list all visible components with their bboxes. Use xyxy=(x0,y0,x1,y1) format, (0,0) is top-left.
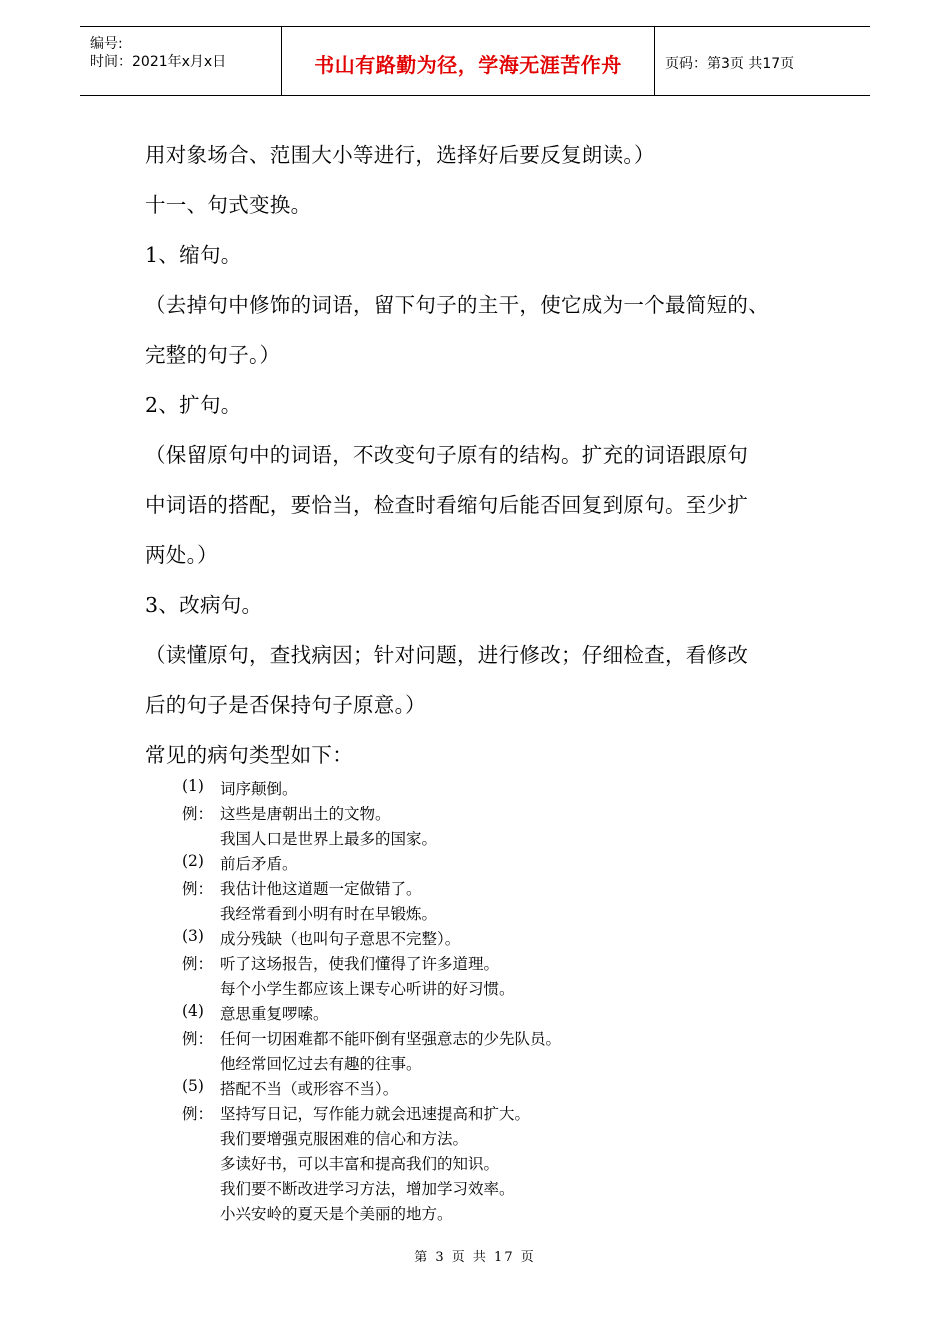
page-header xyxy=(80,26,870,96)
body-line: 用对象场合、范围大小等进行，选择好后要反复朗读。） xyxy=(145,143,655,167)
list-item-text: 我经常看到小明有时在早锻炼。 xyxy=(220,905,438,923)
list-item-text: 坚持写日记，写作能力就会迅速提高和扩大。 xyxy=(220,1105,531,1123)
body-line: （去掉句中修饰的词语，留下句子的主干，使它成为一个最简短的、 xyxy=(145,293,769,317)
list-intro: 常见的病句类型如下： xyxy=(145,743,353,767)
list-item-prefix: 例： xyxy=(182,805,214,823)
section-heading: 十一、句式变换。 xyxy=(145,193,312,217)
header-page-info: 页码：第3页 共17页 xyxy=(665,56,795,72)
subsection-heading: 2、扩句。 xyxy=(145,393,242,417)
list-item-text: 词序颠倒。 xyxy=(220,780,298,798)
list-item-text: 搭配不当（或形容不当）。 xyxy=(220,1080,399,1098)
body-line: 两处。） xyxy=(145,543,218,567)
header-meta-cell xyxy=(80,27,282,95)
list-item-text: 他经常回忆过去有趣的往事。 xyxy=(220,1055,422,1073)
list-item-text: 多读好书，可以丰富和提高我们的知识。 xyxy=(220,1155,500,1173)
list-item-text: 这些是唐朝出土的文物。 xyxy=(220,805,391,823)
list-item-prefix: (3) xyxy=(182,927,204,945)
list-item-prefix: 例： xyxy=(182,880,214,898)
document-time: 时间：2021年x月x日 xyxy=(90,54,227,70)
list-item-prefix: 例： xyxy=(182,955,214,973)
list-item-prefix: (4) xyxy=(182,1002,204,1020)
list-item-text: 每个小学生都应该上课专心听讲的好习惯。 xyxy=(220,980,515,998)
list-item-text: 我估计他这道题一定做错了。 xyxy=(220,880,422,898)
list-item-prefix: (1) xyxy=(182,777,204,795)
list-item-text: 前后矛盾。 xyxy=(220,855,298,873)
list-item-text: 小兴安岭的夏天是个美丽的地方。 xyxy=(220,1205,453,1223)
list-item-text: 任何一切困难都不能吓倒有坚强意志的少先队员。 xyxy=(220,1030,562,1048)
body-line: 后的句子是否保持句子原意。） xyxy=(145,693,426,717)
body-line: （读懂原句，查找病因；针对问题，进行修改；仔细检查，看修改 xyxy=(145,643,749,667)
header-motto-cell xyxy=(282,27,655,95)
body-line: 完整的句子。） xyxy=(145,343,281,367)
document-number: 编号: xyxy=(90,36,123,52)
header-motto: 书山有路勤为径，学海无涯苦作舟 xyxy=(314,53,622,77)
list-item-prefix: 例： xyxy=(182,1105,214,1123)
page-footer: 第 3 页 共 17 页 xyxy=(414,1250,536,1265)
list-item-text: 成分残缺（也叫句子意思不完整）。 xyxy=(220,930,461,948)
list-item-prefix: (5) xyxy=(182,1077,204,1095)
subsection-heading: 1、缩句。 xyxy=(145,243,242,267)
list-item-text: 意思重复啰嗦。 xyxy=(220,1005,329,1023)
list-item-prefix: 例： xyxy=(182,1030,214,1048)
body-line: 中词语的搭配，要恰当，检查时看缩句后能否回复到原句。至少扩 xyxy=(145,493,749,517)
subsection-heading: 3、改病句。 xyxy=(145,593,263,617)
list-item-text: 听了这场报告，使我们懂得了许多道理。 xyxy=(220,955,500,973)
body-line: （保留原句中的词语，不改变句子原有的结构。扩充的词语跟原句 xyxy=(145,443,749,467)
list-item-prefix: (2) xyxy=(182,852,204,870)
list-item-text: 我们要不断改进学习方法，增加学习效率。 xyxy=(220,1180,515,1198)
list-item-text: 我们要增强克服困难的信心和方法。 xyxy=(220,1130,469,1148)
list-item-text: 我国人口是世界上最多的国家。 xyxy=(220,830,438,848)
header-page-cell xyxy=(655,27,870,95)
